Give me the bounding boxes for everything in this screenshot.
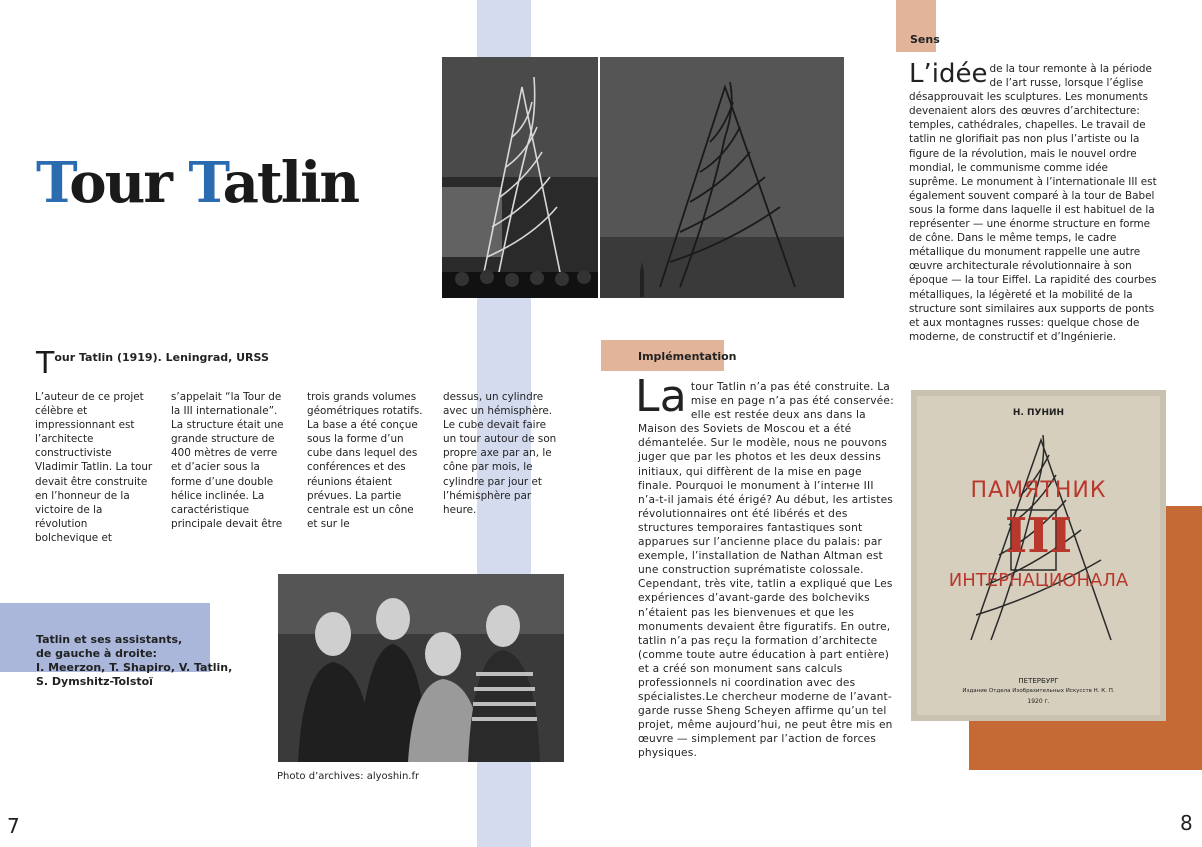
implementation-body: tour Tatlin n’a pas été construite. La mise en page n’a pas été conservée: elle est restée deux ans dans la Maison des Soviets de Moscou et a été démantelée. Sur le modèle, nous ne pouvons juger que par les photos et les deux dessins initiaux, qui diffèrent de la mise en page finale. Pourquoi le monument à l’interне III n’a-t-il jamais été érigé? Au début, les artistes révolutionnaires ont été libérés et des structures temporaires fantastiques sont apparues sur l’ancienne place du palais: par exemple, l’installation de Nathan Altman est une construction suprématiste colossale. Cependant, très vite, tatlin a expliqué que Les expériences d’avant-garde des bolcheviks n’étaient pas les bienvenues et que les monuments devaient être figuratifs. En outre, tatlin n’a pas reçu la formation d’architecte (comme toute autre éducation à part entière) et a créé son monument sans calculs professionnels ni coordination avec des spécialistes.Le chercheur moderne de l’avant-garde russe Sheng Scheyen affirme qu’un tel projet, même aujourd’hui, ne peut être mis en œuvre — simplement par l’action de forces physiques.	[638, 381, 894, 760]
tower-model-photo-2	[600, 57, 844, 298]
photo-caption	[36, 633, 232, 689]
subheading-text: our Tatlin (1919). Leningrad, URSS	[54, 351, 269, 364]
sens-body: de la tour remonte à la période de l’art russe, lorsque l’église désapprouvait les sculptures. Les monuments devenaient alors des œuvres d’architecture: temples, cathédrales, chapelles. Le travail de tatlin ne glorifiait pas non plus l’artiste ou la figure de la révolution, mais le nouvel ordre mondial, le communisme comme idée suprême. Le monument à l’internationale III est également souvent comparé à la tour de Babel sous la forme dans laquelle il est habituel de la représenter — une énorme structure en forme de cône. Dans le même temps, le cadre métallique du monument rappelle une autre œuvre architecturale révolutionnaire à son époque — la tour Eiffel. La rapidité des courbes métalliques, la légèreté et la mobilité de la structure sont similaires aux supports de ponts et aux montagnes russes: quelque chose de moderne, de constructif et d’Ingénierie.	[909, 63, 1157, 343]
caption-line-3: I. Meerzon, T. Shapiro, V. Tatlin,	[36, 661, 233, 674]
sens-dropcap: L’idée	[909, 59, 988, 89]
body-column-2: s’appelait “la Tour de la III internationale”. La structure était une grande structure de 400 mètres de verre et d’acier sous la forme d’une double hélice inclinée. La caractéristique principale devait être	[171, 391, 284, 530]
poster-publisher: Издание Отдела Изобразительных Искусств Н. К. П.	[962, 688, 1115, 694]
sens-paragraph	[909, 59, 1159, 344]
caption-line-2: de gauche à droite:	[36, 647, 157, 660]
poster-title-top: ПАМЯТНИК	[970, 478, 1107, 503]
poster-author: Н. ПУНИН	[1012, 408, 1065, 418]
body-column-4: dessus, un cylindre avec un hémisphère. Le cube devait faire un tour autour de son propre axe par an, le cône par mois, le cylindre par jour et l’hémisphère par heure.	[443, 391, 557, 516]
implementation-heading: Implémentation	[638, 350, 737, 363]
punin-book-cover	[911, 390, 1166, 721]
poster-numeral: III	[1004, 508, 1073, 564]
title-initial-1: T	[36, 150, 70, 216]
tower-model-photo-1	[442, 57, 598, 298]
page-number-right: 8	[1180, 811, 1193, 835]
poster-year: 1920 г.	[1027, 698, 1050, 705]
poster-title-bottom: ИНТЕРНАЦИОНАЛА	[948, 570, 1129, 591]
caption-line-1: Tatlin et ses assistants,	[36, 633, 183, 646]
photo-credit: Photo d’archives: alyoshin.fr	[277, 771, 420, 782]
implementation-paragraph	[635, 371, 896, 761]
subheading	[36, 346, 269, 381]
subheading-dropcap: T	[36, 346, 55, 381]
poster-city: ПЕТЕРБУРГ	[1018, 677, 1059, 685]
title-part-1: our	[69, 150, 189, 216]
title-part-2: atlin	[222, 150, 359, 216]
title-initial-2: T	[188, 150, 223, 216]
sens-heading: Sens	[910, 33, 940, 46]
page-title	[36, 150, 358, 216]
caption-line-4: S. Dymshitz-Tolstoï	[36, 675, 153, 688]
page-number-left: 7	[7, 814, 20, 838]
body-column-3: trois grands volumes géométriques rotatifs. La base a été conçue sous la forme d’un cube dans lequel des conférences et des réunions étaient prévues. La partie centrale est un cône et sur le	[307, 391, 423, 530]
body-column-1: L’auteur de ce projet célèbre et impressionnant est l’architecte constructiviste Vladimir Tatlin. La tour devait être construite en l’honneur de la victoire de la révolution bolchevique et	[35, 391, 153, 544]
implementation-dropcap: La	[635, 371, 687, 422]
assistants-group-photo	[278, 574, 564, 762]
